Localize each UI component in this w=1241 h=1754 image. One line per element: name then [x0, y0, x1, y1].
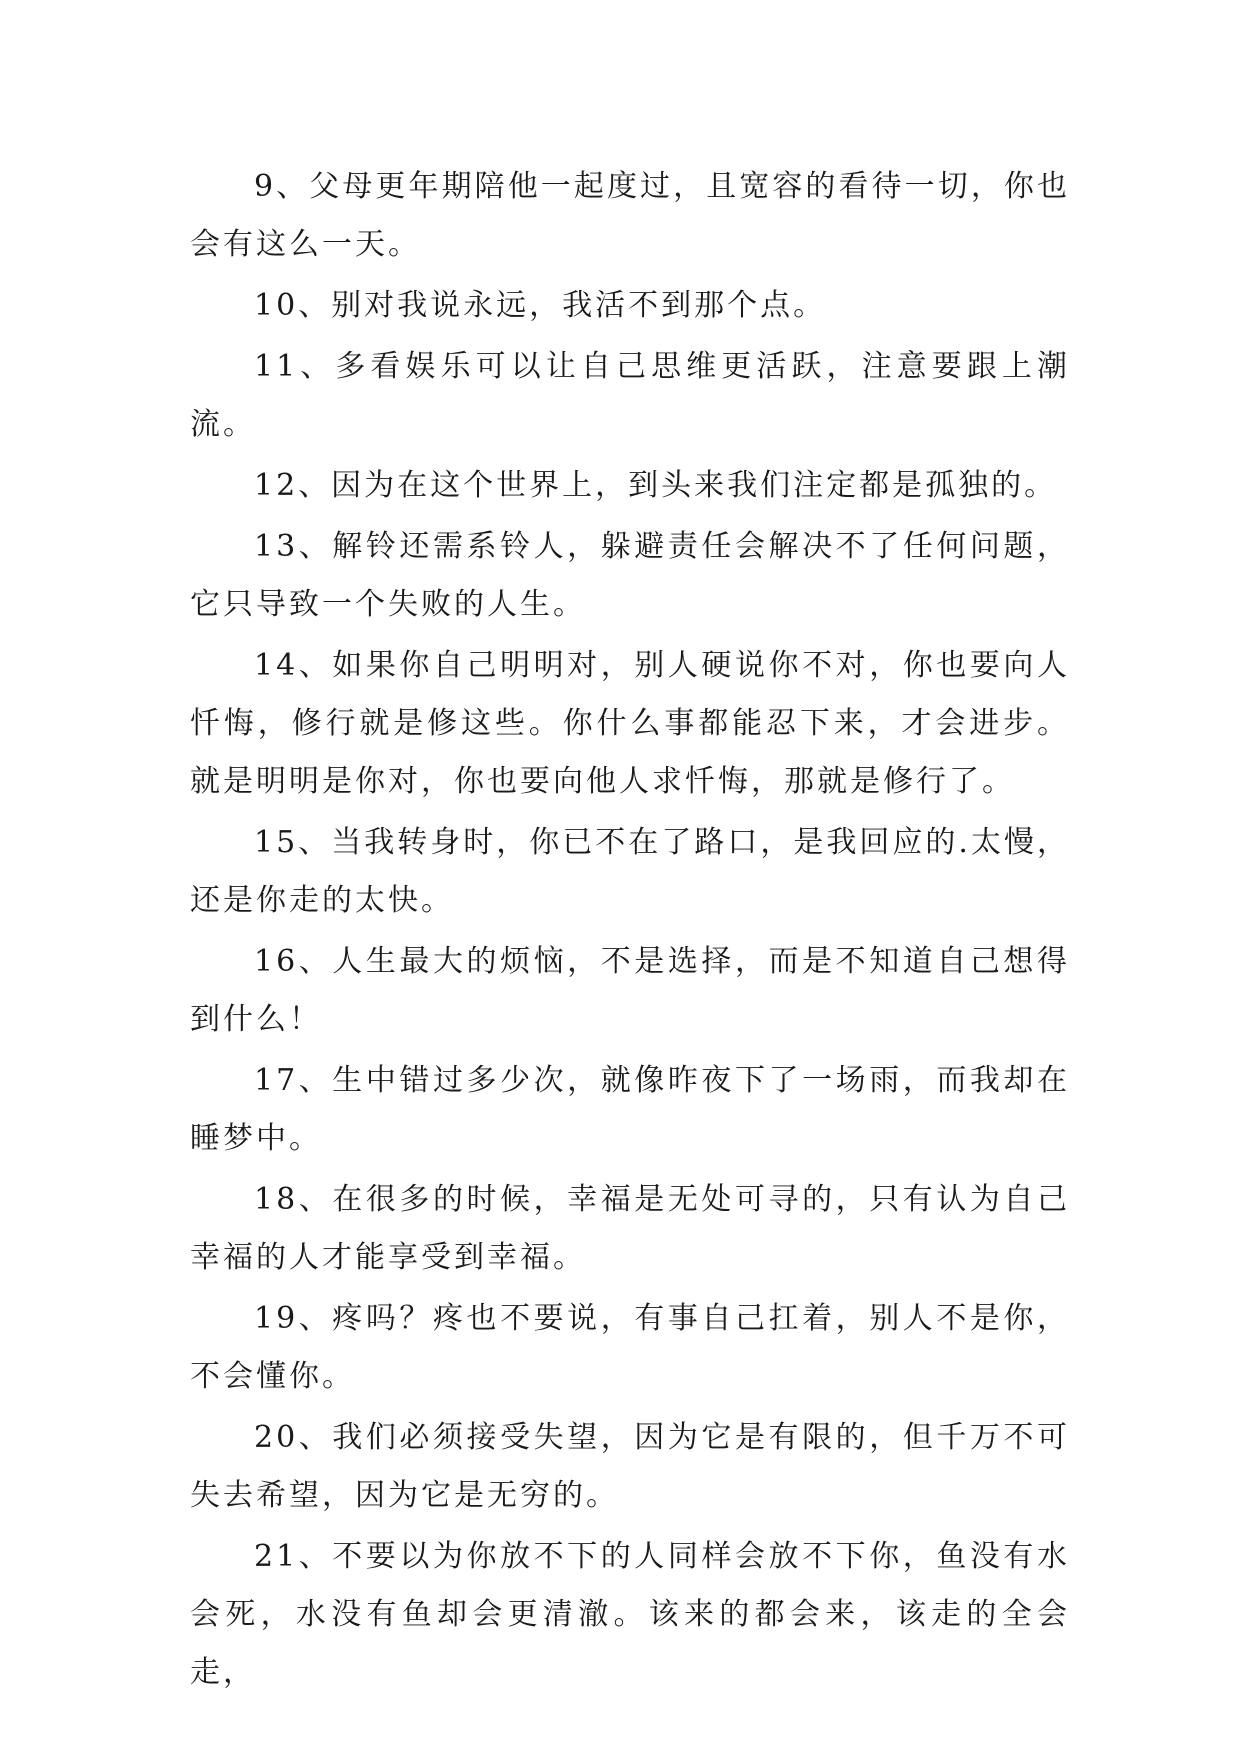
paragraph-11: 11、多看娱乐可以让自己思维更活跃，注意要跟上潮流。 [190, 349, 1070, 442]
paragraph-16: 16、人生最大的烦恼，不是选择，而是不知道自己想得到什么！ [190, 944, 1070, 1037]
document-body [190, 158, 1070, 1705]
paragraph-17: 17、生中错过多少次，就像昨夜下了一场雨，而我却在睡梦中。 [190, 1063, 1070, 1156]
paragraph-20: 20、我们必须接受失望，因为它是有限的，但千万不可失去希望，因为它是无穷的。 [190, 1420, 1070, 1513]
paragraph-21: 21、不要以为你放不下的人同样会放不下你，鱼没有水会死，水没有鱼却会更清澈。该来的都会来，该走的全会走， [190, 1539, 1070, 1690]
paragraph-9: 9、父母更年期陪他一起度过，且宽容的看待一切，你也会有这么一天。 [190, 169, 1070, 262]
paragraph-18: 18、在很多的时候，幸福是无处可寻的，只有认为自己幸福的人才能享受到幸福。 [190, 1182, 1070, 1275]
paragraph-15: 15、当我转身时，你已不在了路口，是我回应的.太慢，还是你走的太快。 [190, 825, 1070, 918]
paragraph-19: 19、疼吗？疼也不要说，有事自己扛着，别人不是你，不会懂你。 [190, 1301, 1070, 1394]
paragraph-13: 13、解铃还需系铃人，躲避责任会解决不了任何问题，它只导致一个失败的人生。 [190, 529, 1070, 622]
paragraph-12: 12、因为在这个世界上，到头来我们注定都是孤独的。 [254, 468, 1058, 503]
paragraph-14: 14、如果你自己明明对，别人硬说你不对，你也要向人忏悔，修行就是修这些。你什么事都能忍下来，才会进步。就是明明是你对，你也要向他人求忏悔，那就是修行了。 [190, 648, 1070, 799]
paragraph-10: 10、别对我说永远，我活不到那个点。 [254, 288, 827, 323]
